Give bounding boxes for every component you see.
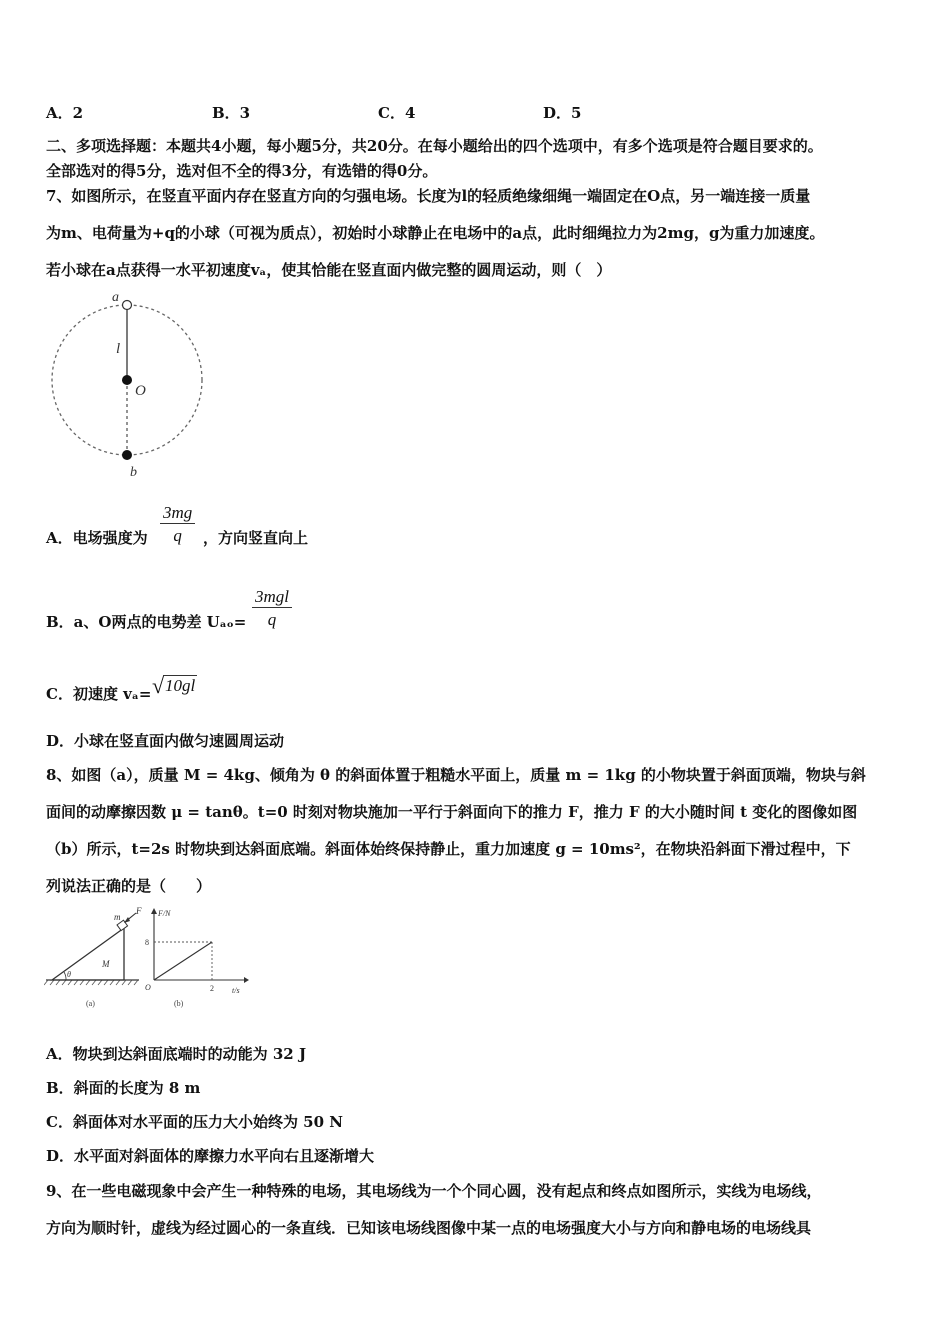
q6-option-d: D．5 bbox=[543, 104, 582, 122]
q6-option-c: C．4 bbox=[378, 104, 416, 122]
q6-option-b: B．3 bbox=[212, 104, 251, 122]
q9-stem-line2: 方向为顺时针，虚线为经过圆心的一条直线．已知该电场线图像中某一点的电场强度大小与方向和静电场的电场线具 bbox=[46, 1219, 812, 1237]
q9-stem-line1: 9、在一些电磁现象中会产生一种特殊的电场，其电场线为一个个同心圆，没有起点和终点如图所示，实线为电场线， bbox=[46, 1182, 822, 1200]
q8-option-c: C．斜面体对水平面的压力大小始终为 50 N bbox=[46, 1113, 343, 1131]
q7-option-a-fraction bbox=[160, 503, 195, 546]
q7-option-b-numerator: 3mgl bbox=[252, 587, 292, 608]
q7-option-a-numerator: 3mg bbox=[160, 503, 195, 524]
q8-label-big-m: M bbox=[102, 959, 110, 969]
q7-stem-line3: 若小球在a点获得一水平初速度vₐ，使其恰能在竖直面内做完整的圆周运动，则（ ） bbox=[46, 261, 612, 279]
q8-graph-ylabel: F/N bbox=[158, 909, 171, 918]
q8-stem-line2: 面间的动摩擦因数 μ = tanθ。t=0 时刻对物块施加一平行于斜面向下的推力 F，推力 F 的大小随时间 t 变化的图像如图 bbox=[46, 803, 858, 821]
q8-figure bbox=[44, 905, 254, 1015]
q8-graph-ytick: 8 bbox=[145, 938, 149, 947]
q8-option-a: A．物块到达斜面底端时的动能为 32 J bbox=[46, 1045, 307, 1063]
q7-option-a-denominator: q bbox=[173, 526, 182, 545]
q7-option-c-radical-sign: √ bbox=[152, 673, 165, 698]
q7-stem-line2: 为m、电荷量为+q的小球（可视为质点），初始时小球静止在电场中的a点，此时细绳拉力为2mg，g为重力加速度。 bbox=[46, 224, 825, 242]
q7-option-a-prefix: A．电场强度为 bbox=[46, 529, 148, 547]
q7-label-b: b bbox=[130, 465, 137, 480]
q7-circle-figure bbox=[44, 290, 214, 480]
q6-option-a: A．2 bbox=[46, 104, 84, 122]
q8-stem-line1: 8、如图（a），质量 M = 4kg、倾角为 θ 的斜面体置于粗糙水平面上，质量 m = 1kg 的小物块置于斜面顶端，物块与斜 bbox=[46, 766, 866, 784]
q8-graph-xtick: 2 bbox=[210, 984, 214, 993]
q7-label-l: l bbox=[116, 341, 121, 357]
q7-option-a-suffix: ，方向竖直向上 bbox=[203, 529, 309, 547]
q8-stem-line3: （b）所示，t=2s 时物块到达斜面底端。斜面体始终保持静止，重力加速度 g = 10ms²，在物块沿斜面下滑过程中，下 bbox=[46, 840, 851, 858]
section2-line1: 二、多项选择题：本题共4小题，每小题5分，共20分。在每小题给出的四个选项中，有多个选项是符合题目要求的。 bbox=[46, 137, 823, 155]
q7-option-d: D．小球在竖直面内做匀速圆周运动 bbox=[46, 732, 285, 750]
q8-stem-line4: 列说法正确的是（ ） bbox=[46, 877, 212, 895]
q8-caption-a: (a) bbox=[86, 999, 95, 1008]
q8-label-m: m bbox=[114, 912, 121, 922]
q8-caption-b: (b) bbox=[174, 999, 184, 1008]
q7-label-o: O bbox=[135, 383, 146, 399]
q8-graph-xlabel: t/s bbox=[232, 986, 240, 995]
q8-label-theta: θ bbox=[67, 970, 71, 979]
q7-option-b-denominator: q bbox=[267, 610, 277, 629]
q7-option-b-prefix: B．a、O两点的电势差 Uₐₒ= bbox=[46, 613, 247, 631]
q7-option-b-fraction bbox=[252, 587, 292, 630]
q7-option-c-radicand: 10gl bbox=[165, 676, 196, 695]
q7-label-a: a bbox=[112, 290, 119, 305]
q8-label-f: F bbox=[136, 906, 142, 916]
q7-option-c-prefix: C．初速度 vₐ= bbox=[46, 685, 152, 703]
q7-stem-line1: 7、如图所示，在竖直平面内存在竖直方向的匀强电场。长度为l的轻质绝缘细绳一端固定在O点，另一端连接一质量 bbox=[46, 187, 811, 205]
section2-line2: 全部选对的得5分，选对但不全的得3分，有选错的得0分。 bbox=[46, 162, 438, 180]
q8-option-b: B．斜面的长度为 8 m bbox=[46, 1079, 201, 1097]
q8-graph-origin: O bbox=[145, 983, 151, 992]
q8-option-d: D．水平面对斜面体的摩擦力水平向右且逐渐增大 bbox=[46, 1147, 375, 1165]
